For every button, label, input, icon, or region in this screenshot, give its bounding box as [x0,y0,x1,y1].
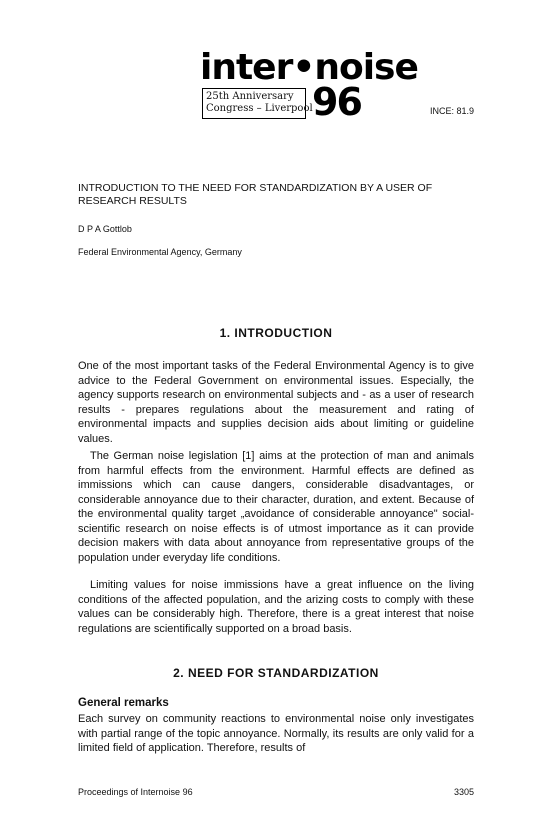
subheading-general-remarks: General remarks [78,697,169,709]
section-heading-standardization: 2. NEED FOR STANDARDIZATION [173,666,379,680]
logo-anniversary-line2: Congress – Liverpool [206,103,313,114]
paper-affiliation: Federal Environmental Agency, Germany [78,247,242,257]
footer-page-number: 3305 [453,787,474,797]
logo-anniversary-line1: 25th Anniversary [206,91,294,102]
paper-title: INTRODUCTION TO THE NEED FOR STANDARDIZATION BY A USER OF RESEARCH RESULTS [78,182,433,207]
internoise-logo [200,47,418,124]
logo-number: 96 [312,80,361,124]
logo-wordmark: inter•noise [200,47,418,88]
section-heading-introduction: 1. INTRODUCTION [219,326,333,340]
standardization-paragraph-1: Each survey on community reactions to environmental noise only investigates with partial range of the topic annoyance. Normally, its results are only valid for a limited field of application. Therefore, results of [78,713,474,754]
intro-paragraph-2: The German noise legislation [1] aims at the protection of man and animals from harmful effects from the environment. Harmful effects are defined as immissions which can cause dangers, considerable disadvantages, or considerable annoyance due to their character, duration, and extent. Because of the environmental quality target „avoidance of considerable annoyance" social-scientific research on noise effects is of utmost importance as it can provide decision makers with data about annoyance from representative groups of the population under everyday life conditions. [78,450,474,564]
ince-code: INCE: 81.9 [429,106,474,116]
footer-proceedings: Proceedings of Internoise 96 [78,787,193,797]
intro-paragraph-1: One of the most important tasks of the Federal Environmental Agency is to give advice to the Federal Government on environmental issues. Especially, the agency supports research on environmental subjects and - as a user of research results - prepares regulations about the measurement and rating of environmental impacts and supplies decision aids about limiting or guideline values. [78,360,474,445]
intro-paragraph-3: Limiting values for noise immissions have a great influence on the living conditions of the affected population, and the arizing costs to comply with these values can be considerably high. Therefore, there is a great interest that noise regulations are scientifically supported on a broad basis. [78,579,474,635]
paper-author: D P A Gottlob [78,224,132,234]
logo-anniversary-box [202,88,313,119]
